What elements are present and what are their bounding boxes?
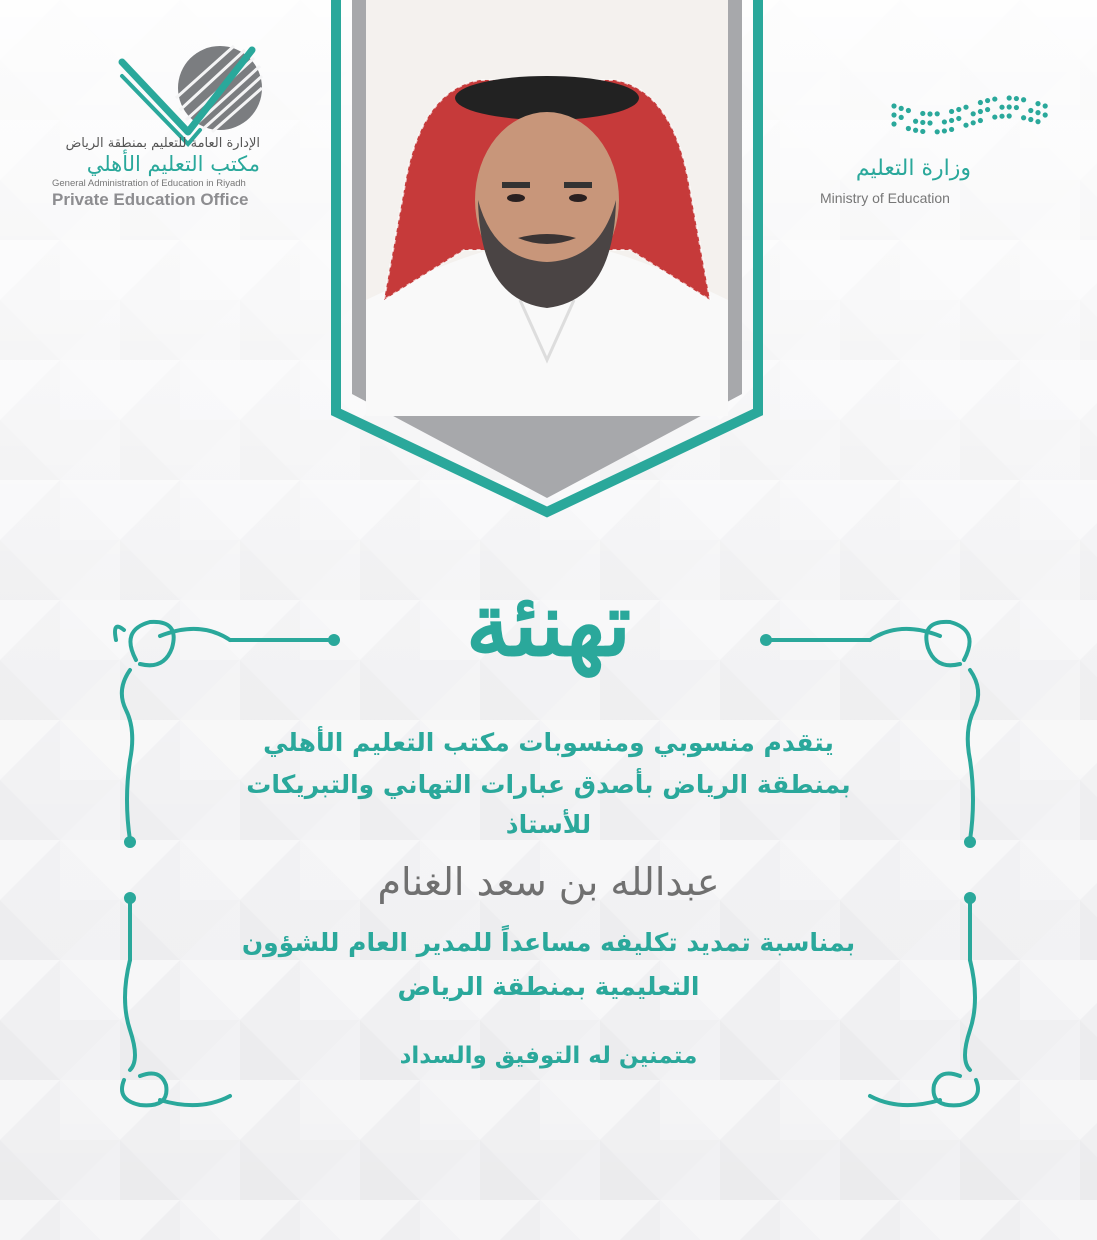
logo-dot [949, 109, 954, 114]
left-logo-english-title: Private Education Office [52, 190, 249, 209]
left-logo-english-subtitle: General Administration of Education in Riyadh [52, 178, 246, 189]
ministry-english-name: Ministry of Education [820, 190, 950, 206]
logo-dot [899, 106, 904, 111]
logo-dot [927, 111, 932, 116]
logo-dot [999, 114, 1004, 119]
logo-dot [971, 120, 976, 125]
message-line-6: التعليمية بمنطقة الرياض [397, 972, 700, 1001]
message-line-2: بمنطقة الرياض بأصدق عبارات التهاني والتبريكات [246, 770, 851, 799]
portrait-photo [366, 0, 728, 416]
logo-dot [935, 129, 940, 134]
logo-dot [1014, 96, 1019, 101]
logo-dot [1028, 108, 1033, 113]
logo-dot [891, 103, 896, 108]
logo-dot [920, 129, 925, 134]
logo-dot [913, 119, 918, 124]
logo-dot [891, 121, 896, 126]
logo-dot [1021, 115, 1026, 120]
ministry-of-education-logo [888, 88, 1053, 148]
logo-dot [963, 123, 968, 128]
logo-dot [1043, 112, 1048, 117]
logo-dot [920, 120, 925, 125]
left-logo-arabic-title: مكتب التعليم الأهلي [86, 152, 260, 176]
logo-dot [1007, 95, 1012, 100]
logo-dot [1043, 103, 1048, 108]
logo-dot [949, 118, 954, 123]
logo-dot [906, 108, 911, 113]
logo-dot [949, 127, 954, 132]
logo-dot [891, 112, 896, 117]
logo-dot [956, 116, 961, 121]
logo-dot [971, 111, 976, 116]
logo-dot [942, 128, 947, 133]
logo-dot [1035, 119, 1040, 124]
logo-dot [985, 107, 990, 112]
logo-dot [1035, 101, 1040, 106]
message-closing: متمنين له التوفيق والسداد [399, 1043, 698, 1069]
logo-dot [992, 96, 997, 101]
logo-dot [899, 115, 904, 120]
logo-dot [1007, 113, 1012, 118]
logo-dot [978, 109, 983, 114]
left-logo-arabic-subtitle: الإدارة العامة للتعليم بمنطقة الرياض [65, 136, 260, 151]
card-title: تهنئة [465, 572, 632, 676]
logo-dot [906, 126, 911, 131]
logo-dot [1007, 104, 1012, 109]
message-line-3: للأستاذ [505, 810, 592, 839]
logo-dot [978, 118, 983, 123]
logo-dot [999, 105, 1004, 110]
logo-dot [927, 120, 932, 125]
logo-dot [1028, 117, 1033, 122]
ministry-arabic-name: وزارة التعليم [855, 156, 971, 181]
logo-dot [985, 98, 990, 103]
logo-dot [913, 128, 918, 133]
logo-dot [1021, 97, 1026, 102]
honoree-name: عبدالله بن سعد الغنام [377, 860, 720, 904]
logo-dot [963, 105, 968, 110]
message-line-5: بمناسبة تمديد تكليفه مساعداً للمدير العام للشؤون [241, 928, 856, 957]
logo-dot [1035, 110, 1040, 115]
logo-dot [920, 111, 925, 116]
logo-dot [942, 119, 947, 124]
message-line-1: يتقدم منسوبي ومنسوبات مكتب التعليم الأهلي [263, 728, 834, 757]
logo-dot [956, 107, 961, 112]
portrait-frame [330, 0, 764, 520]
logo-dot [992, 114, 997, 119]
logo-dot [978, 100, 983, 105]
logo-dot [1014, 105, 1019, 110]
logo-dot [935, 111, 940, 116]
